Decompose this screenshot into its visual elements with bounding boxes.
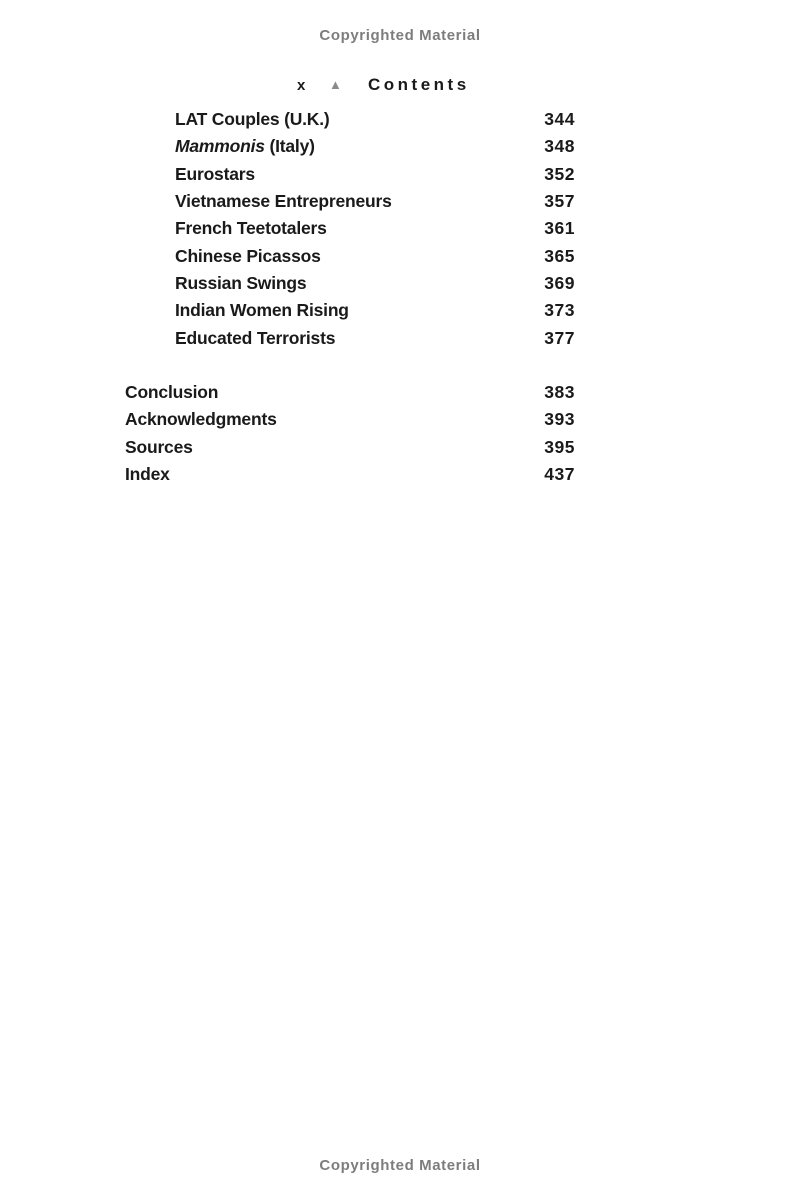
toc-entry-page-number: 395	[544, 436, 575, 457]
toc-entry	[125, 188, 575, 215]
copyright-notice-bottom: Copyrighted Material	[319, 1157, 481, 1174]
toc-entry-page-number: 393	[544, 409, 575, 430]
toc-entry-title: LAT Couples (U.K.)	[175, 109, 330, 130]
toc-entry	[125, 270, 575, 297]
toc-entry	[125, 297, 575, 324]
toc-entry-title: Vietnamese Entrepreneurs	[175, 191, 392, 212]
toc-entry-page-number: 373	[544, 300, 575, 321]
toc-entry-page-number: 348	[544, 136, 575, 157]
toc-entry-title: Index	[125, 464, 170, 485]
toc-entry	[125, 161, 575, 188]
contents-header	[0, 75, 800, 97]
toc-entry	[125, 434, 575, 461]
toc-entry-page-number: 352	[544, 163, 575, 184]
copyright-notice-top: Copyrighted Material	[319, 27, 481, 44]
toc-entry	[125, 324, 575, 351]
toc-entry	[125, 379, 575, 406]
folio-page-number: x	[297, 77, 306, 94]
toc-entry-page-number: 437	[544, 464, 575, 485]
toc-entry-title: Russian Swings	[175, 272, 307, 293]
toc-entry-page-number: 377	[544, 327, 575, 348]
toc-entry-title: Eurostars	[175, 163, 255, 184]
toc-entry	[125, 406, 575, 433]
toc-entry-title: French Teetotalers	[175, 218, 327, 239]
toc-entry-page-number: 361	[544, 218, 575, 239]
page-title: Contents	[368, 75, 470, 94]
toc-entry-title: Indian Women Rising	[175, 300, 349, 321]
triangle-icon: ▲	[329, 77, 342, 92]
toc-entry	[125, 133, 575, 160]
toc-entry-title: Educated Terrorists	[175, 327, 336, 348]
toc-entry-page-number: 365	[544, 245, 575, 266]
toc-entry-page-number: 383	[544, 382, 575, 403]
toc-main-entries-list	[125, 379, 575, 488]
toc-entry-title: Conclusion	[125, 382, 219, 403]
toc-entry	[125, 461, 575, 488]
toc-entry	[125, 242, 575, 269]
toc-entry	[125, 106, 575, 133]
toc-entry-title: Acknowledgments	[125, 409, 277, 430]
toc-sub-entries-list	[125, 106, 575, 352]
toc-entry-page-number: 369	[544, 272, 575, 293]
toc-entry-title: Sources	[125, 436, 193, 457]
toc-entry-title: Chinese Picassos	[175, 245, 321, 266]
toc-entry	[125, 215, 575, 242]
toc-entry-title: Mammonis (Italy)	[175, 136, 315, 157]
toc-entry-page-number: 357	[544, 191, 575, 212]
toc-entry-page-number: 344	[544, 109, 575, 130]
